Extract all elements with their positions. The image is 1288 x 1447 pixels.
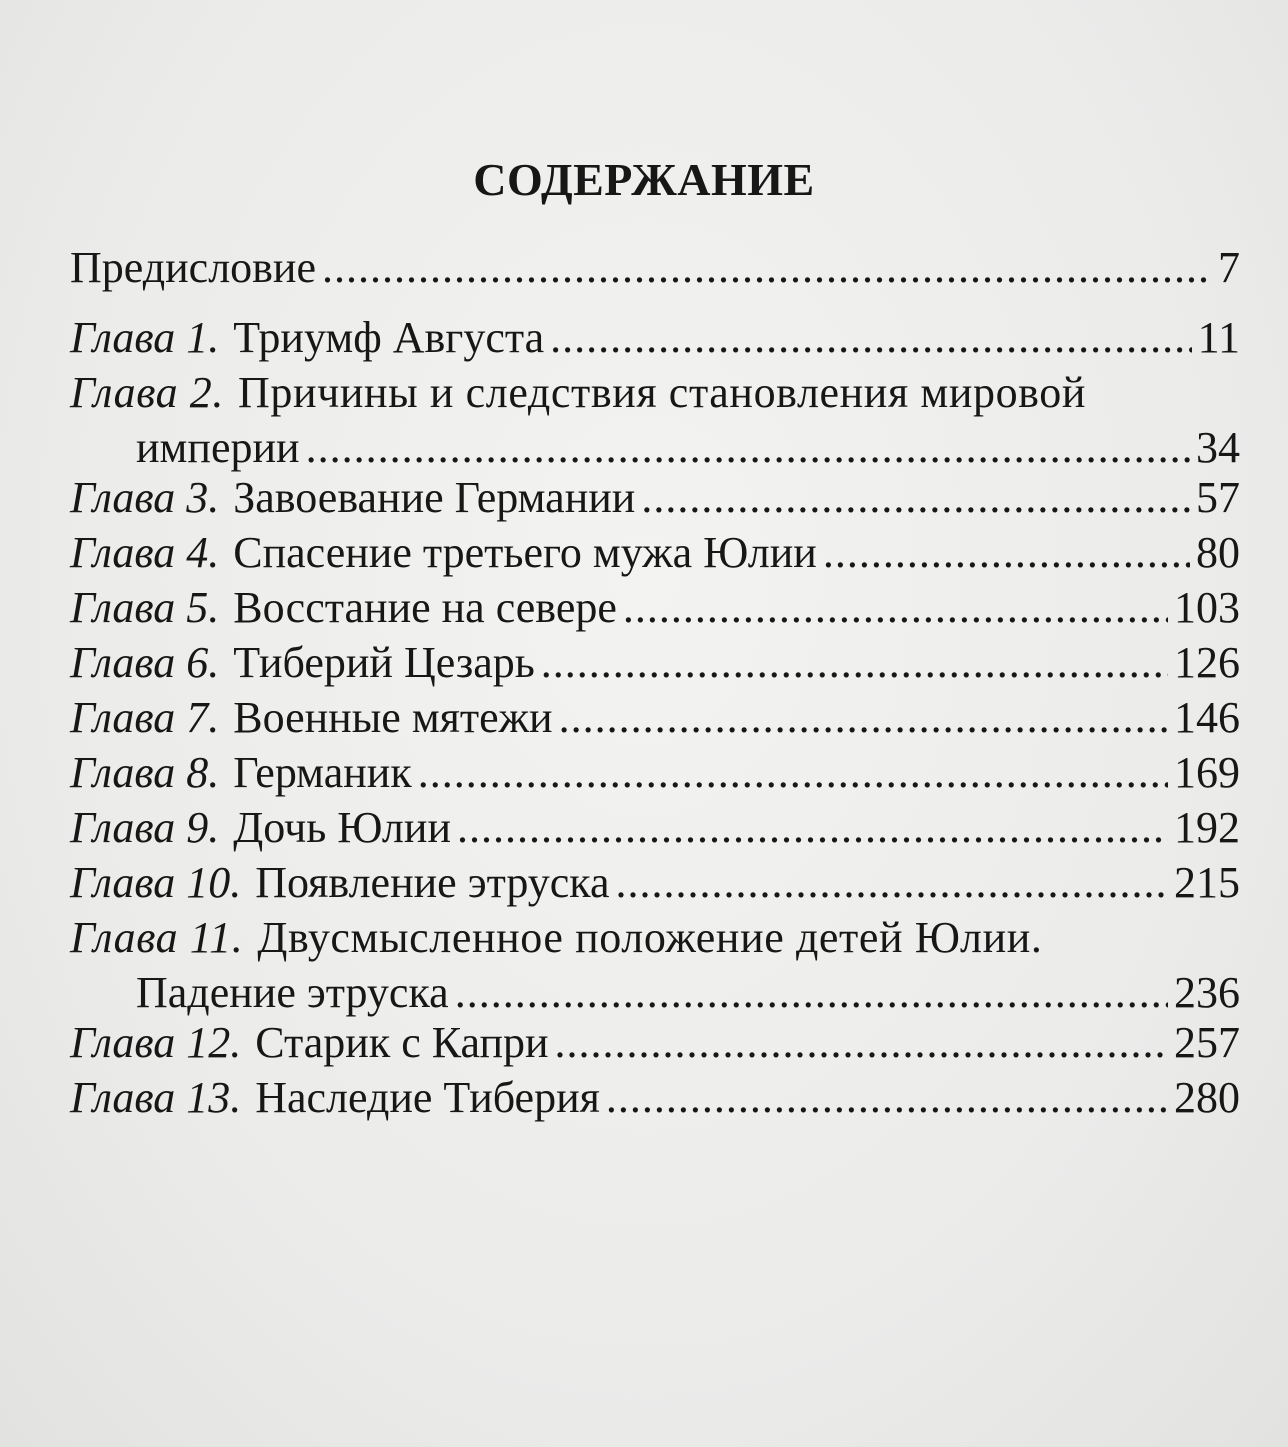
toc-leader-dots: [641, 470, 1190, 525]
toc-entry-title-continued: империи: [136, 423, 300, 472]
toc-entry-chapter-5[interactable]: [70, 580, 1240, 635]
toc-page-number: 215: [1174, 858, 1240, 907]
toc-entry-chapter-12[interactable]: [70, 1015, 1240, 1070]
page-title: СОДЕРЖАНИЕ: [473, 154, 815, 205]
toc-entry-title: Появление этруска: [255, 858, 610, 907]
toc-page-number: 280: [1174, 1073, 1240, 1122]
chapter-label: Глава 8.: [70, 748, 220, 797]
table-of-contents: [70, 240, 1240, 1125]
toc-leader-dots: [623, 580, 1168, 635]
toc-entry-title: Триумф Августа: [233, 313, 545, 362]
toc-entry-title: Тиберий Цезарь: [233, 638, 535, 687]
toc-entry-title: Наследие Тиберия: [255, 1073, 600, 1122]
toc-page-number: 146: [1174, 693, 1240, 742]
toc-leader-dots: [606, 1070, 1168, 1125]
toc-entry-chapter-7[interactable]: [70, 690, 1240, 745]
toc-page-number: 103: [1174, 583, 1240, 632]
chapter-label: Глава 1.: [70, 313, 220, 362]
toc-page-number: 11: [1197, 313, 1240, 362]
toc-page-number: 236: [1174, 968, 1240, 1017]
toc-entry-preface[interactable]: [70, 240, 1240, 309]
chapter-label: Глава 6.: [70, 638, 220, 687]
toc-entry-chapter-9[interactable]: [70, 800, 1240, 855]
chapter-label: Глава 7.: [70, 693, 220, 742]
toc-entry-chapter-13[interactable]: [70, 1070, 1240, 1125]
toc-entry-title: Двусмысленное положение детей Юлии.: [257, 913, 1043, 962]
toc-entry-title: Предисловие: [70, 243, 316, 292]
chapter-label: Глава 5.: [70, 583, 220, 632]
chapter-label: Глава 9.: [70, 803, 220, 852]
toc-entry-title: Восстание на севере: [233, 583, 617, 632]
toc-entry-title: Завоевание Германии: [233, 473, 636, 522]
toc-entry-title: Причины и следствия становления мировой: [238, 368, 1087, 417]
toc-leader-dots: [541, 635, 1168, 690]
toc-entry-title: Военные мятежи: [233, 693, 553, 742]
toc-leader-dots: [616, 855, 1168, 910]
toc-page-number: 80: [1196, 528, 1240, 577]
toc-entry-title: Старик с Капри: [255, 1018, 549, 1067]
chapter-label: Глава 13.: [70, 1073, 242, 1122]
toc-entry-chapter-10[interactable]: [70, 855, 1240, 910]
toc-leader-dots: [455, 965, 1168, 1020]
chapter-label: Глава 4.: [70, 528, 220, 577]
toc-leader-dots: [457, 800, 1168, 855]
toc-entry-chapter-11[interactable]: [70, 910, 1240, 965]
chapter-label: Глава 10.: [70, 858, 242, 907]
toc-entry-chapter-6[interactable]: [70, 635, 1240, 690]
chapter-label: Глава 11.: [70, 913, 244, 962]
toc-leader-dots: [823, 525, 1190, 580]
chapter-label: Глава 2.: [70, 368, 225, 417]
toc-leader-dots: [322, 240, 1212, 295]
toc-entry-chapter-2-continued[interactable]: [70, 420, 1240, 470]
toc-entry-title: Дочь Юлии: [233, 803, 451, 852]
toc-leader-dots: [418, 745, 1168, 800]
toc-entry-chapter-11-continued[interactable]: [70, 965, 1240, 1015]
toc-leader-dots: [550, 310, 1191, 365]
toc-entry-chapter-1[interactable]: [70, 310, 1240, 365]
toc-entry-chapter-8[interactable]: [70, 745, 1240, 800]
toc-entry-title: Спасение третьего мужа Юлии: [233, 528, 817, 577]
toc-page-number: 57: [1196, 473, 1240, 522]
toc-entry-chapter-2[interactable]: [70, 365, 1240, 420]
toc-page-number: 192: [1174, 803, 1240, 852]
chapter-label: Глава 12.: [70, 1018, 242, 1067]
toc-page-number: 257: [1174, 1018, 1240, 1067]
toc-leader-dots: [306, 420, 1190, 475]
toc-entry-chapter-4[interactable]: [70, 525, 1240, 580]
toc-page-number: 169: [1174, 748, 1240, 797]
toc-entry-title: Германик: [233, 748, 412, 797]
toc-entry-chapter-3[interactable]: [70, 470, 1240, 525]
toc-page-number: 126: [1174, 638, 1240, 687]
toc-leader-dots: [559, 690, 1168, 745]
toc-entry-title-continued: Падение этруска: [136, 968, 449, 1017]
chapter-label: Глава 3.: [70, 473, 220, 522]
toc-leader-dots: [555, 1015, 1168, 1070]
toc-page-number: 34: [1196, 423, 1240, 472]
toc-page-number: 7: [1218, 243, 1240, 292]
